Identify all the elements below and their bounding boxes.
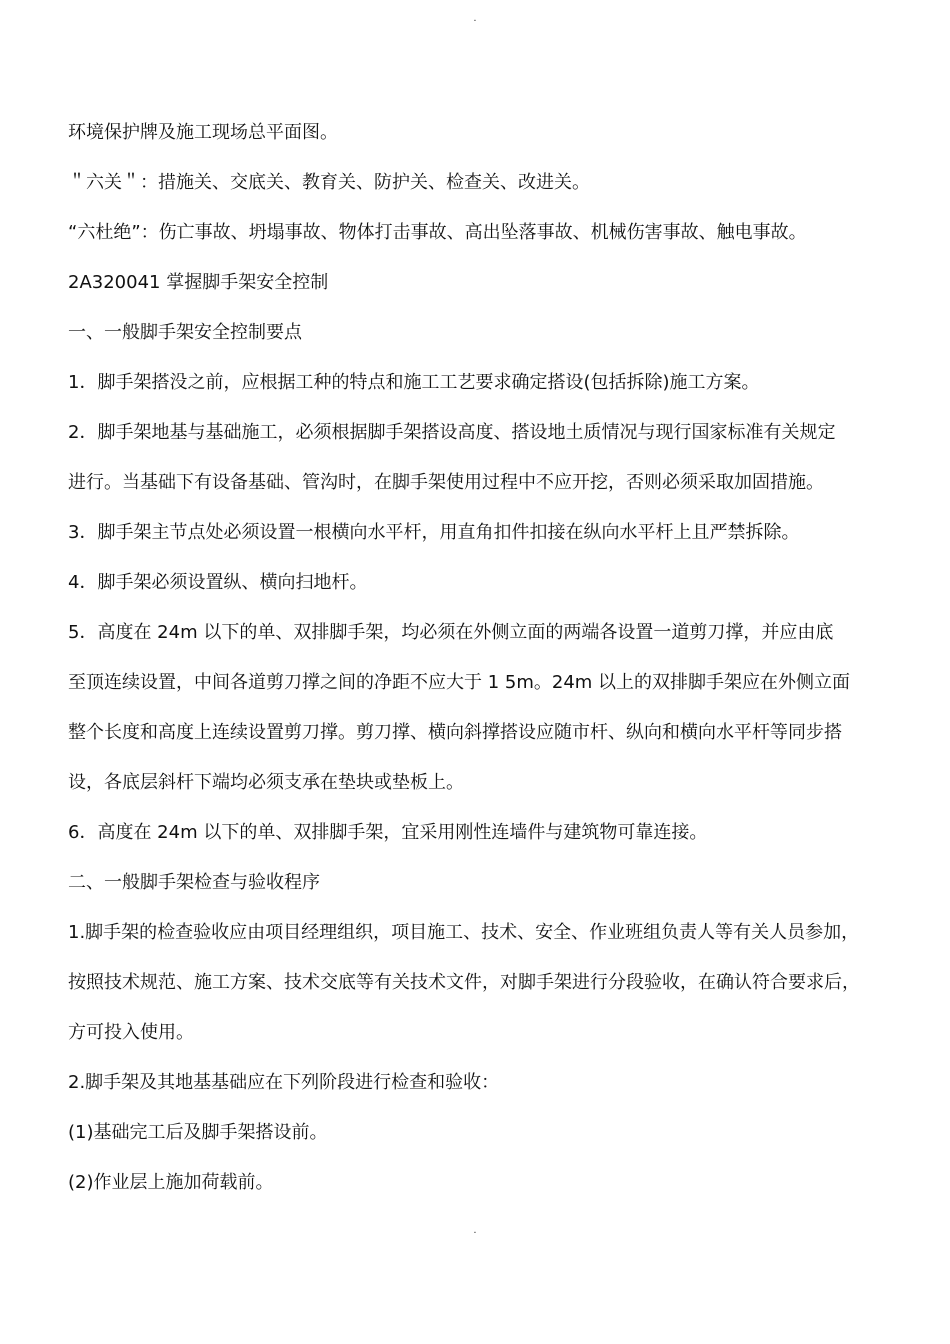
text-line: 1．脚手架搭没之前，应根据工种的特点和施工工艺要求确定搭设(包括拆除)施工方案。 <box>68 372 760 393</box>
section-heading: 2A320041 掌握脚手架安全控制 <box>68 272 329 293</box>
text-line: 设，各底层斜杆下端均必须支承在垫块或垫板上。 <box>68 772 464 793</box>
text-line: 2.脚手架及其地基基础应在下列阶段进行检查和验收： <box>68 1072 500 1093</box>
text-line: 5．高度在 24m 以下的单、双排脚手架，均必须在外侧立面的两端各设置一道剪刀撑，并应由底 <box>68 622 834 643</box>
section-heading: 二、一般脚手架检查与验收程序 <box>68 872 320 893</box>
text-line: 按照技术规范、施工方案、技术交底等有关技术文件，对脚手架进行分段验收，在确认符合要求后， <box>68 972 860 993</box>
text-line: (2)作业层上施加荷载前。 <box>68 1172 274 1193</box>
section-heading: 一、一般脚手架安全控制要点 <box>68 322 302 343</box>
text-line: ＂六关＂：措施关、交底关、教育关、防护关、检查关、改进关。 <box>68 172 590 193</box>
text-line: 环境保护牌及施工现场总平面图。 <box>68 122 338 143</box>
text-line: 至顶连续设置，中间各道剪刀撑之间的净距不应大于 1 5m。24m 以上的双排脚手架应在外侧立面 <box>68 672 851 693</box>
text-line: 4．脚手架必须设置纵、横向扫地杆。 <box>68 572 368 593</box>
text-line: 整个长度和高度上连续设置剪刀撑。剪刀撑、横向斜撑搭设应随市杆、纵向和横向水平杆等同步搭 <box>68 722 842 743</box>
document-body <box>68 108 890 1208</box>
text-line: 方可投入使用。 <box>68 1022 194 1043</box>
text-line: 1.脚手架的检查验收应由项目经理组织，项目施工、技术、安全、作业班组负责人等有关人员参加， <box>68 922 860 943</box>
text-line: “六杜绝”：伤亡事故、坍塌事故、物体打击事故、高出坠落事故、机械伤害事故、触电事故。 <box>68 222 807 243</box>
text-line: 6．高度在 24m 以下的单、双排脚手架，宜采用刚性连墙件与建筑物可靠连接。 <box>68 822 708 843</box>
page-header-dot: . <box>473 13 477 24</box>
page-footer-dot: . <box>473 1225 477 1236</box>
text-line: (1)基础完工后及脚手架搭设前。 <box>68 1122 328 1143</box>
text-line: 3．脚手架主节点处必须设置一根横向水平杆，用直角扣件扣接在纵向水平杆上且严禁拆除。 <box>68 522 800 543</box>
text-line: 2．脚手架地基与基础施工，必须根据脚手架搭设高度、搭设地土质情况与现行国家标准有关规定 <box>68 422 836 443</box>
text-line: 进行。当基础下有设备基础、管沟时，在脚手架使用过程中不应开挖，否则必须采取加固措施。 <box>68 472 824 493</box>
